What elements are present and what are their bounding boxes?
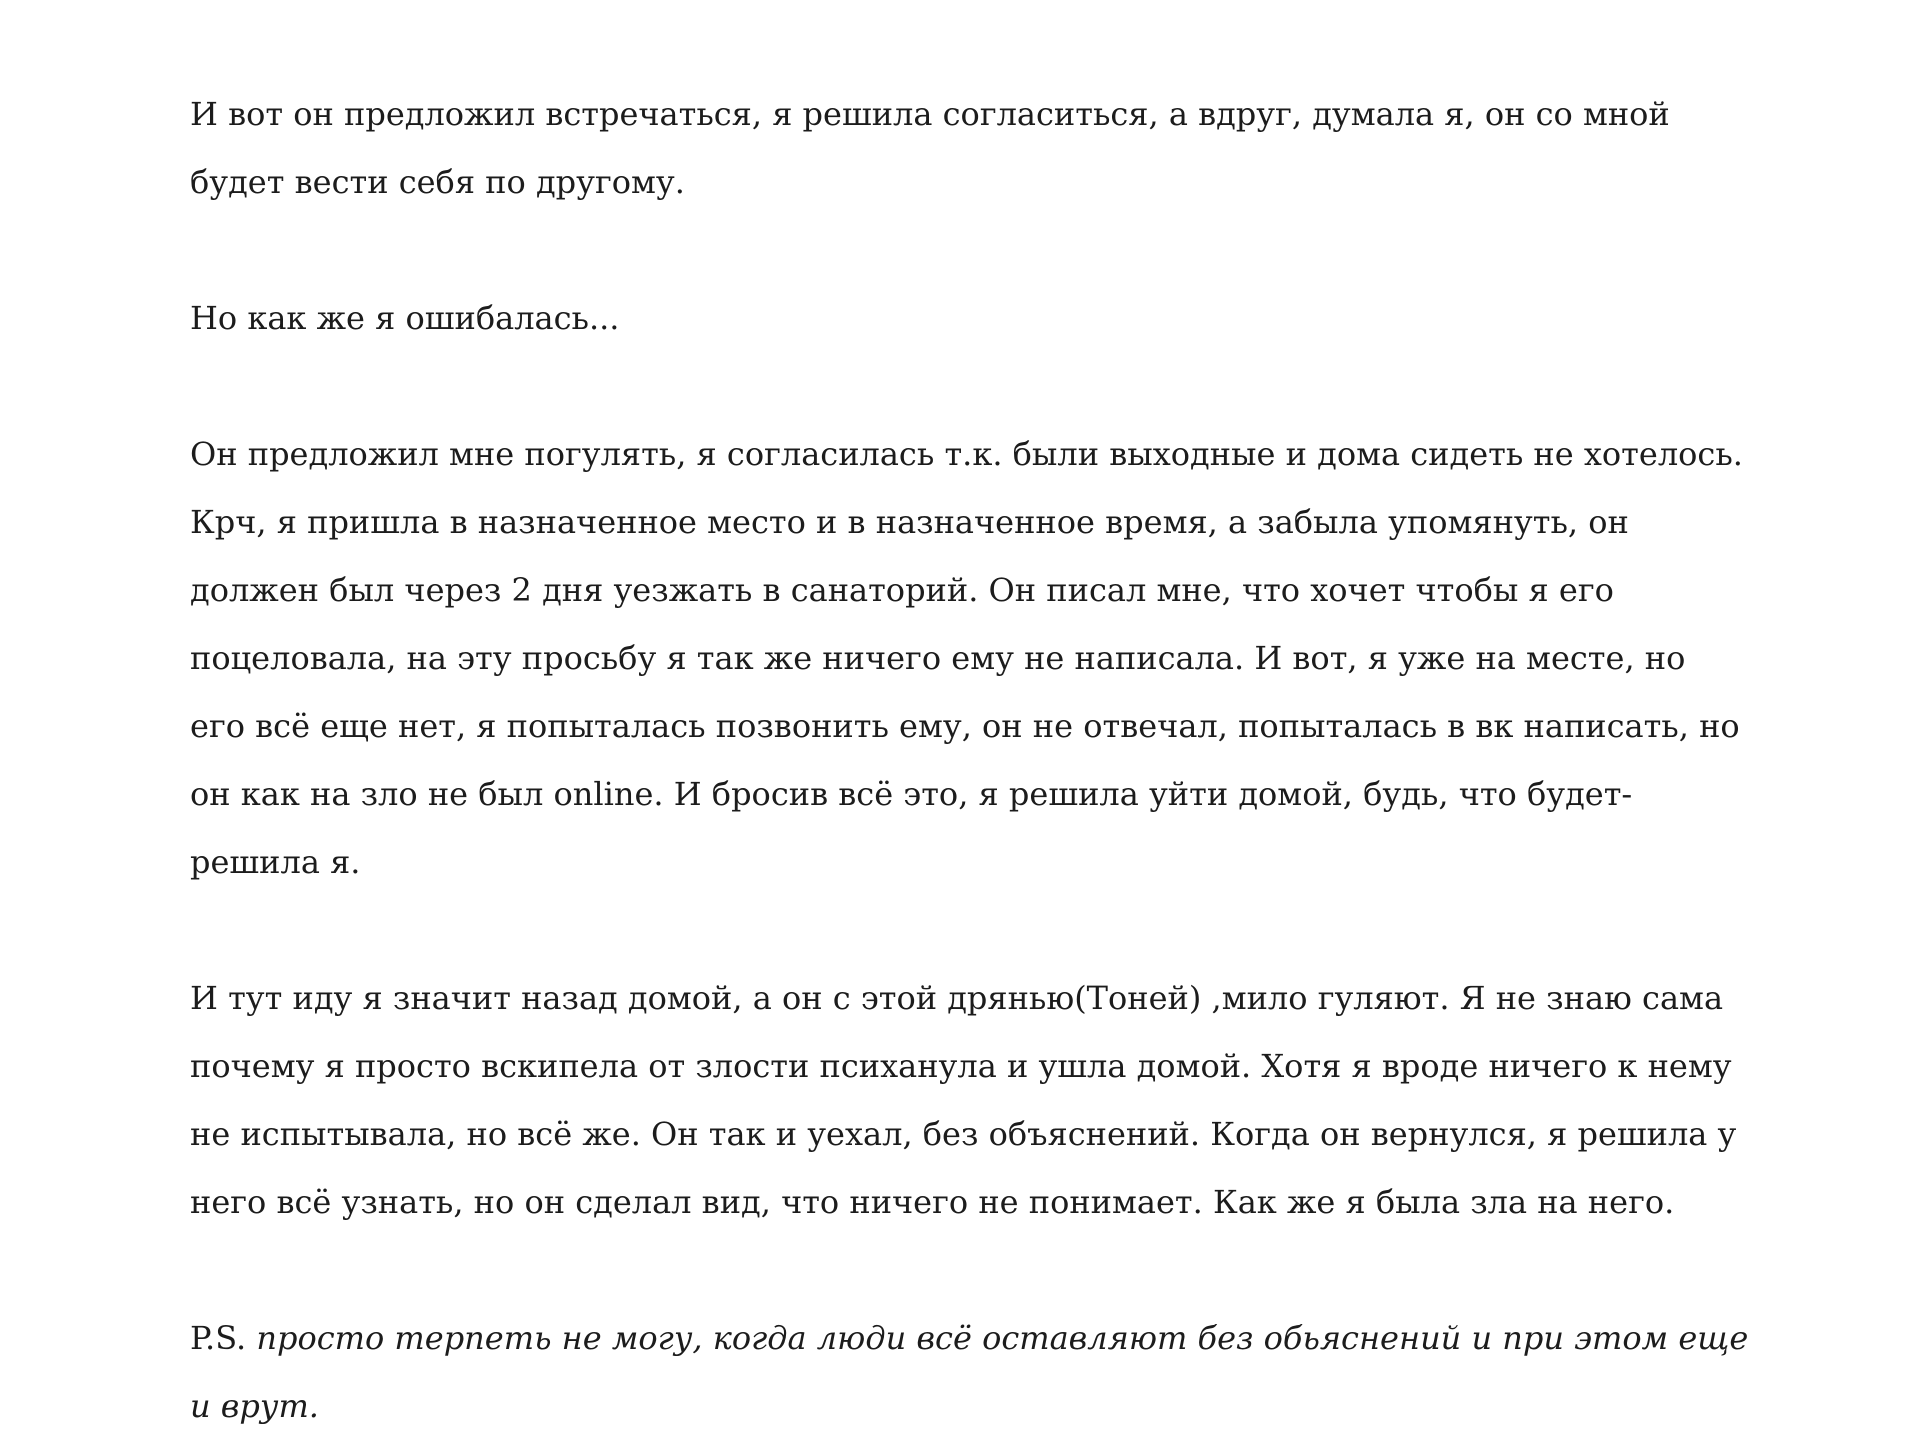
postscript bbox=[190, 1304, 1750, 1440]
paragraph-return-home: И тут иду я значит назад домой, а он с этой дрянью(Тоней) ,мило гуляют. Я не знаю сама почему я просто вскипела от злости психанула и ушла домой. Хотя я вроде ничего к нему не испытывала, но всё же. Он так и уехал, без объяснений. Когда он вернулся, я решила у него всё узнать, но он сделал вид, что ничего не понимает. Как же я была зла на него. bbox=[190, 979, 1737, 1221]
paragraph-proposal: И вот он предложил встречаться, я решила согласиться, а вдруг, думала я, он со мной будет вести себя по другому. bbox=[190, 95, 1670, 201]
paragraph-mistake: Но как же я ошибалась... bbox=[190, 299, 620, 337]
postscript-prefix: P.S. bbox=[190, 1319, 247, 1357]
paragraph-walk: Он предложил мне погулять, я согласилась т.к. были выходные и дома сидеть не хотелось. Крч, я пришла в назначенное место и в назначенное время, а забыла упомянуть, он должен был через 2 дня уезжать в санаторий. Он писал мне, что хочет чтобы я его поцеловала, на эту просьбу я так же ничего ему не написала. И вот, я уже на месте, но его всё еще нет, я попыталась позвонить ему, он не отвечал, попыталась в вк написать, но он как на зло не был online. И бросив всё это, я решила уйти домой, будь, что будет-решила я. bbox=[190, 435, 1743, 881]
postscript-text: просто терпеть не могу, когда люди всё оставляют без обьяснений и при этом еще и врут. bbox=[190, 1319, 1749, 1425]
article-body bbox=[190, 80, 1750, 1440]
